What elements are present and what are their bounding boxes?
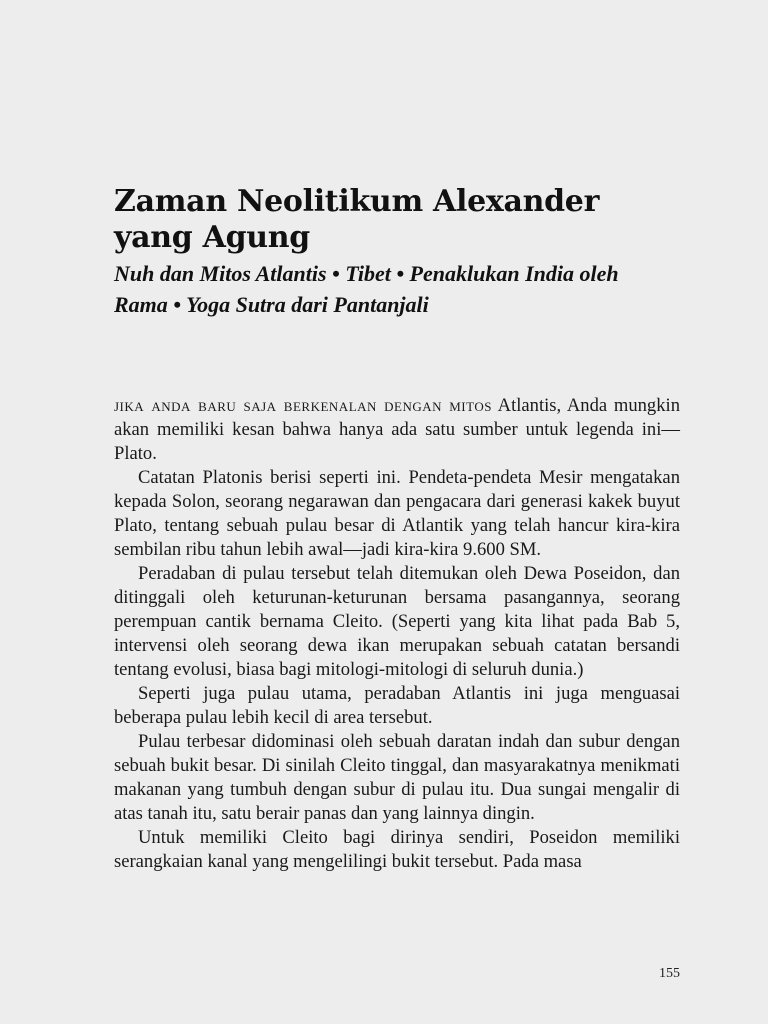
paragraph-2: Catatan Platonis berisi seperti ini. Pendeta-pendeta Mesir mengatakan kepada Solon, seorang negarawan dan pengacara dari generasi kakek buyut Plato, tentang sebuah pulau besar di Atlantik yang telah hancur kira-kira sembilan ribu tahun lebih awal—jadi kira-kira 9.600 SM. (114, 467, 680, 560)
chapter-subtitle: Nuh dan Mitos Atlantis • Tibet • Penaklukan India oleh Rama • Yoga Sutra dari Pantanjali (114, 261, 619, 317)
paragraph-3: Peradaban di pulau tersebut telah ditemukan oleh Dewa Poseidon, dan ditinggali oleh keturunan-keturunan bersama pasangannya, seorang perempuan cantik bernama Cleito. (Seperti yang kita lihat pada Bab 5, intervensi oleh seorang dewa ikan merupakan sebuah catatan bersandi tentang evolusi, biasa bagi mitologi-mitologi di seluruh dunia.) (114, 563, 680, 680)
chapter-title: Zaman Neolitikum Alexander yang Agung (114, 184, 600, 255)
lead-in-smallcaps: jika anda baru saja berkenalan dengan mitos (114, 395, 492, 416)
paragraph-4: Seperti juga pulau utama, peradaban Atlantis ini juga menguasai beberapa pulau lebih kecil di area tersebut. (114, 683, 680, 728)
chapter-body (114, 394, 680, 874)
paragraph-5: Pulau terbesar didominasi oleh sebuah daratan indah dan subur dengan sebuah bukit besar. Di sinilah Cleito tinggal, dan masyarakatnya menikmati makanan yang tumbuh dengan subur di pulau itu. Dua sungai mengalir di atas tanah itu, satu berair panas dan yang lainnya dingin. (114, 731, 680, 824)
paragraph-1 (114, 394, 680, 466)
page-number: 155 (659, 966, 680, 981)
paragraph-6: Untuk memiliki Cleito bagi dirinya sendiri, Poseidon memiliki serangkaian kanal yang mengelilingi bukit tersebut. Pada masa (114, 827, 680, 872)
paragraph-1-text: Atlantis, Anda mungkin akan memiliki kesan bahwa hanya ada satu sumber untuk legenda ini—Plato. (114, 395, 680, 464)
